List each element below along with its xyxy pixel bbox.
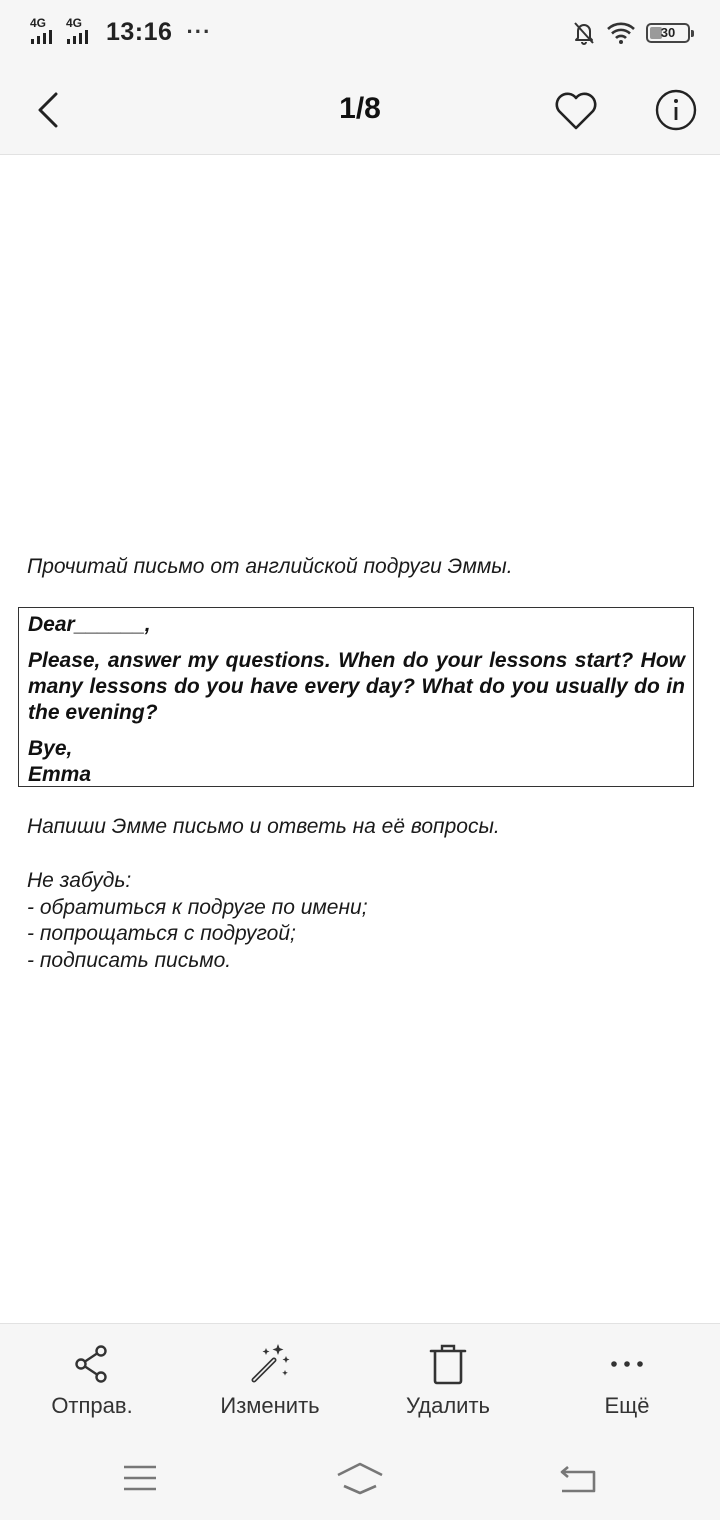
letter-signature: Emma <box>28 763 92 786</box>
status-left <box>30 14 211 50</box>
task-text: Напиши Эмме письмо и ответь на её вопросы. <box>27 815 500 838</box>
menu-icon[interactable] <box>110 1458 170 1498</box>
edit-button[interactable] <box>180 1324 360 1441</box>
back-icon[interactable] <box>548 1458 608 1498</box>
reminder-title: Не забудь: <box>27 869 132 892</box>
reminder-list <box>27 868 368 974</box>
reminder-item: - подписать письмо. <box>27 948 232 972</box>
letter-closing: Bye, <box>28 737 73 760</box>
letter-greeting: Dear______, <box>28 613 151 636</box>
letter-body: Please, answer my questions. When do your lessons start? How many lessons do you have every day? What do you usually do in the evening? <box>28 649 685 724</box>
network-indicator-1 <box>30 17 62 47</box>
signal-bars-icon <box>67 30 88 44</box>
system-nav-bar <box>0 1440 720 1520</box>
reminder-item: - попрощаться с подругой; <box>27 922 296 945</box>
intro-text: Прочитай письмо от английской подруги Эммы. <box>27 555 513 578</box>
network-label: 4G <box>66 16 83 30</box>
status-right <box>572 18 690 48</box>
mute-notifications-icon <box>572 20 596 46</box>
share-label: Отправ. <box>51 1393 133 1418</box>
wifi-icon <box>606 21 636 45</box>
battery-level: 30 <box>660 25 676 40</box>
network-label: 4G <box>30 16 47 30</box>
clock: 13:16 <box>106 17 173 46</box>
home-icon[interactable] <box>330 1458 390 1498</box>
edit-label: Изменить <box>220 1393 320 1418</box>
network-indicator-2 <box>66 17 98 47</box>
status-bar <box>0 0 720 66</box>
info-icon[interactable] <box>654 88 698 132</box>
reminder-item: - обратиться к подруге по имени; <box>27 895 368 919</box>
share-icon <box>70 1342 114 1386</box>
signal-bars-icon <box>31 30 52 44</box>
more-label: Ещё <box>604 1393 650 1418</box>
document-image <box>0 155 720 1323</box>
heart-icon[interactable] <box>552 88 600 132</box>
magic-wand-icon <box>248 1342 292 1386</box>
bottom-action-bar <box>0 1323 720 1441</box>
more-notifications-indicator: ··· <box>186 19 212 44</box>
share-button[interactable] <box>2 1324 182 1441</box>
battery-icon <box>646 23 690 43</box>
more-dots-icon <box>605 1342 649 1386</box>
letter-box <box>18 607 694 787</box>
top-app-bar <box>0 66 720 155</box>
more-button[interactable] <box>537 1324 717 1441</box>
trash-icon <box>426 1342 470 1386</box>
page-counter: 1/8 <box>339 92 381 125</box>
delete-button[interactable] <box>358 1324 538 1441</box>
delete-label: Удалить <box>406 1393 490 1418</box>
